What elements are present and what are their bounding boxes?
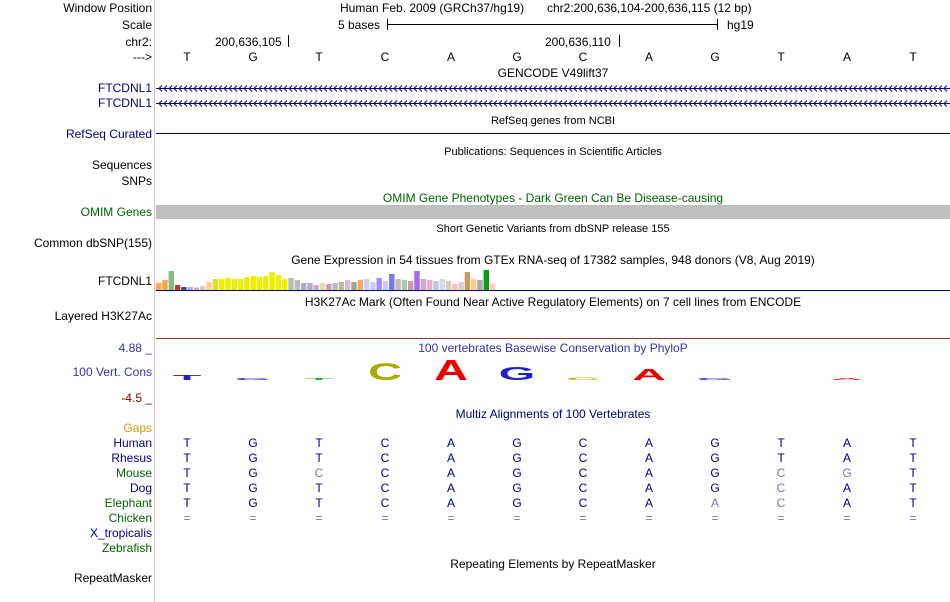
gtex-tissue-bar[interactable] (370, 282, 375, 290)
dbsnp-title: Short Genetic Variants from dbSNP release 155 (436, 223, 670, 235)
alignment-base: A (842, 496, 851, 510)
multiz-title: Multiz Alignments of 100 Vertebrates (455, 407, 651, 421)
gtex-expression-chart[interactable] (156, 266, 950, 292)
alignment-base: T (909, 436, 917, 450)
gtex-tissue-bar[interactable] (465, 272, 470, 290)
gtex-tissue-bar[interactable] (452, 284, 457, 290)
gtex-tissue-bar[interactable] (295, 280, 300, 290)
gtex-tissue-bar[interactable] (320, 283, 325, 290)
alignment-base: = (645, 511, 653, 525)
gencode-gene-features[interactable] (156, 80, 950, 112)
gtex-tissue-bar[interactable] (408, 281, 413, 290)
alignment-base: C (776, 466, 786, 480)
scale-label: Scale (121, 18, 152, 32)
gtex-tissue-bar[interactable] (282, 279, 287, 290)
publications-title: Publications: Sequences in Scientific Articles (444, 146, 662, 158)
species-label[interactable]: Mouse (115, 466, 152, 480)
phylop-logo-letter: C (566, 376, 600, 381)
omim-feature-bar[interactable] (156, 205, 950, 219)
gtex-tissue-bar[interactable] (339, 282, 344, 290)
alignment-base: T (183, 481, 191, 495)
phylop-logo-letter: A (434, 356, 468, 386)
gtex-tissue-bar[interactable] (358, 280, 363, 290)
species-label[interactable]: Dog (129, 481, 152, 495)
species-label[interactable]: Zebrafish (101, 541, 152, 555)
base-letter: C (380, 50, 390, 64)
snps-label[interactable]: SNPs (121, 174, 152, 188)
alignment-base: T (315, 481, 323, 495)
alignment-base: T (909, 496, 917, 510)
phylop-logo-letter: A (632, 365, 666, 384)
alignment-base: T (183, 451, 191, 465)
gtex-tissue-bar[interactable] (345, 280, 350, 290)
alignment-base: A (710, 496, 719, 510)
phylop-logo-letter: G (234, 377, 272, 381)
gtex-tissue-bar[interactable] (219, 279, 224, 290)
alignment-base: A (644, 436, 653, 450)
gtex-tissue-bar[interactable] (194, 288, 199, 290)
gtex-title: Gene Expression in 54 tissues from GTEx RNA-seq of 17382 samples, 948 donors (V8, Aug 2019) (291, 253, 815, 267)
phylop-logo-letter: A (830, 377, 864, 381)
gtex-tissue-bar[interactable] (402, 280, 407, 290)
gtex-tissue-bar[interactable] (414, 271, 419, 290)
alignment-base: A (842, 436, 851, 450)
base-letter: G (248, 50, 258, 64)
repeatmasker-label[interactable]: RepeatMasker (73, 571, 152, 585)
species-label[interactable]: Human (113, 436, 152, 450)
gtex-tissue-bar[interactable] (314, 285, 319, 290)
h3k27ac-title: H3K27Ac Mark (Often Found Near Active Regulatory Elements) on 7 cell lines from ENCODE (304, 295, 802, 309)
alignment-base: = (381, 511, 389, 525)
alignment-base: G (248, 451, 258, 465)
gtex-tissue-bar[interactable] (188, 287, 193, 290)
omim-title: OMIM Gene Phenotypes - Dark Green Can Be Disease-causing (382, 191, 724, 205)
h3k27ac-label[interactable]: Layered H3K27Ac (54, 309, 152, 323)
gtex-tissue-bar[interactable] (269, 272, 274, 290)
gtex-tissue-bar[interactable] (169, 271, 174, 290)
alignment-base: = (711, 511, 719, 525)
alignment-base: = (447, 511, 455, 525)
gtex-tissue-bar[interactable] (446, 281, 451, 290)
gtex-tissue-bar[interactable] (471, 279, 476, 290)
position-label[interactable]: chr2:200,636,104-200,636,115 (12 bp) (547, 1, 752, 15)
alignment-base: = (777, 511, 785, 525)
alignment-base: C (314, 466, 324, 480)
alignment-base: T (315, 451, 323, 465)
alignment-base: = (909, 511, 917, 525)
alignment-base: = (579, 511, 587, 525)
base-letter: T (183, 50, 191, 64)
species-label[interactable]: Chicken (108, 511, 152, 525)
alignment-base: A (446, 496, 455, 510)
gaps-label[interactable]: Gaps (123, 421, 152, 435)
alignment-base: = (843, 511, 851, 525)
strand-arrow-label: ---> (133, 50, 152, 64)
alignment-base: C (578, 496, 588, 510)
base-letter: T (909, 50, 917, 64)
gtex-tissue-bar[interactable] (395, 279, 400, 290)
alignment-base: A (842, 481, 851, 495)
alignment-base: T (315, 436, 323, 450)
species-label[interactable]: Rhesus (111, 451, 152, 465)
scale-bar (387, 24, 717, 25)
gtex-tissue-bar[interactable] (477, 280, 482, 290)
base-letter: G (710, 50, 720, 64)
chrom-label: chr2: (125, 35, 152, 49)
coord-right-tick (619, 35, 620, 47)
alignment-base: G (842, 466, 852, 480)
gtex-tissue-bar[interactable] (421, 279, 426, 290)
phylop-logo-letter: T (304, 377, 334, 381)
phylop-title: 100 vertebrates Basewise Conservation by PhyloP (418, 341, 688, 355)
gtex-tissue-bar[interactable] (484, 270, 489, 290)
gtex-tissue-bar[interactable] (364, 279, 369, 290)
h3k27ac-baseline (156, 338, 950, 339)
gtex-tissue-bar[interactable] (257, 277, 262, 290)
alignment-base: T (777, 451, 785, 465)
base-letter: G (512, 50, 522, 64)
gtex-tissue-bar[interactable] (263, 276, 268, 290)
gtex-tissue-bar[interactable] (251, 276, 256, 290)
alignment-base: A (644, 451, 653, 465)
species-label[interactable]: Elephant (104, 496, 152, 510)
alignment-base: A (842, 451, 851, 465)
gtex-label[interactable]: FTCDNL1 (97, 274, 152, 288)
alignment-base: T (183, 466, 191, 480)
phylop-max-label: 4.88 _ (118, 341, 152, 355)
scale-bar-right-tick (717, 19, 718, 30)
alignment-base: = (183, 511, 191, 525)
base-letter: C (578, 50, 588, 64)
alignment-base: = (513, 511, 521, 525)
alignment-base: G (512, 496, 522, 510)
alignment-base: C (380, 481, 390, 495)
alignment-base: A (446, 436, 455, 450)
alignment-base: T (777, 436, 785, 450)
alignment-base: G (710, 451, 720, 465)
alignment-base: T (183, 436, 191, 450)
scale-db: hg19 (727, 18, 754, 32)
gtex-tissue-bar[interactable] (332, 283, 337, 290)
gtex-tissue-bar[interactable] (301, 283, 306, 290)
base-letter: A (446, 50, 455, 64)
base-letter: T (777, 50, 785, 64)
alignment-base: T (183, 496, 191, 510)
assembly-label: Human Feb. 2009 (GRCh37/hg19) (340, 1, 525, 15)
gtex-tissue-bar[interactable] (490, 283, 495, 290)
alignment-base: G (710, 481, 720, 495)
gtex-tissue-bar[interactable] (175, 285, 180, 290)
gtex-tissue-bar[interactable] (213, 279, 218, 290)
alignment-base: A (446, 451, 455, 465)
alignment-base: A (644, 466, 653, 480)
alignment-base: G (248, 466, 258, 480)
gtex-tissue-bar[interactable] (433, 281, 438, 290)
omim-label[interactable]: OMIM Genes (80, 205, 152, 219)
gtex-tissue-bar[interactable] (377, 278, 382, 290)
alignment-base: C (380, 496, 390, 510)
alignment-base: C (776, 496, 786, 510)
alignment-base: G (710, 436, 720, 450)
alignment-base: G (512, 451, 522, 465)
gtex-tissue-bar[interactable] (383, 281, 388, 290)
alignment-base: T (909, 481, 917, 495)
gtex-tissue-bar[interactable] (458, 282, 463, 290)
gtex-tissue-bar[interactable] (427, 280, 432, 290)
phylop-logo-letter: G (498, 363, 536, 385)
phylop-label[interactable]: 100 Vert. Cons (72, 365, 152, 379)
gtex-tissue-bar[interactable] (389, 274, 394, 290)
gtex-tissue-bar[interactable] (225, 278, 230, 290)
alignment-base: A (644, 496, 653, 510)
alignment-base: = (249, 511, 257, 525)
gencode-gene-label-2[interactable]: FTCDNL1 (97, 96, 152, 110)
base-letter: A (842, 50, 851, 64)
gtex-tissue-bar[interactable] (276, 275, 281, 290)
alignment-base: G (512, 436, 522, 450)
dbsnp-label[interactable]: Common dbSNP(155) (33, 236, 152, 250)
alignment-base: G (248, 481, 258, 495)
gencode-gene-label-1[interactable]: FTCDNL1 (97, 81, 152, 95)
alignment-base: C (578, 451, 588, 465)
refseq-gene-line[interactable] (156, 133, 950, 134)
gtex-tissue-bar[interactable] (206, 282, 211, 290)
phylop-logo-letter: C (368, 357, 402, 386)
alignment-base: T (315, 496, 323, 510)
window-position-label: Window Position (63, 1, 152, 15)
gtex-tissue-bar[interactable] (288, 278, 293, 290)
species-label[interactable]: X_tropicalis (89, 526, 152, 540)
gtex-tissue-bar[interactable] (244, 277, 249, 290)
alignment-base: T (909, 466, 917, 480)
coord-right: 200,636,110 (545, 35, 611, 49)
alignment-base: = (315, 511, 323, 525)
phylop-min-label: -4.5 _ (121, 391, 152, 405)
alignment-base: A (446, 481, 455, 495)
alignment-base: G (248, 496, 258, 510)
alignment-base: C (380, 466, 390, 480)
gtex-tissue-bar[interactable] (162, 280, 167, 290)
base-letter: A (644, 50, 653, 64)
refseq-label[interactable]: RefSeq Curated (65, 127, 152, 141)
alignment-base: C (578, 466, 588, 480)
alignment-base: C (578, 481, 588, 495)
label-divider (154, 0, 155, 602)
phylop-logo-letter: G (696, 377, 734, 381)
alignment-base: C (776, 481, 786, 495)
alignment-base: C (578, 436, 588, 450)
alignment-base: T (909, 451, 917, 465)
alignment-base: C (380, 436, 390, 450)
phylop-logo-letter: T (172, 373, 202, 382)
gencode-title: GENCODE V49lift37 (497, 66, 609, 80)
gtex-tissue-bar[interactable] (238, 279, 243, 290)
coord-left: 200,636,105 (215, 35, 282, 49)
refseq-title: RefSeq genes from NCBI (490, 115, 616, 127)
alignment-base: G (512, 466, 522, 480)
base-letter: T (315, 50, 323, 64)
gtex-tissue-bar[interactable] (307, 283, 312, 290)
alignment-base: A (644, 481, 653, 495)
gtex-tissue-bar[interactable] (440, 279, 445, 290)
alignment-base: A (446, 466, 455, 480)
scale-text: 5 bases (338, 18, 381, 32)
coord-left-tick (288, 35, 289, 47)
publications-label[interactable]: Sequences (91, 158, 152, 172)
scale-bar-left-tick (387, 19, 388, 30)
gtex-tissue-bar[interactable] (351, 282, 356, 290)
gtex-tissue-bar[interactable] (326, 284, 331, 290)
gtex-tissue-bar[interactable] (156, 283, 161, 290)
alignment-base: G (512, 481, 522, 495)
alignment-base: G (248, 436, 258, 450)
phylop-conservation-logo[interactable] (156, 356, 950, 386)
alignment-base: C (380, 451, 390, 465)
gtex-tissue-bar[interactable] (200, 286, 205, 290)
gtex-tissue-bar[interactable] (181, 287, 186, 290)
alignment-base: G (710, 466, 720, 480)
gtex-tissue-bar[interactable] (232, 279, 237, 290)
repeatmasker-title: Repeating Elements by RepeatMasker (450, 557, 656, 571)
